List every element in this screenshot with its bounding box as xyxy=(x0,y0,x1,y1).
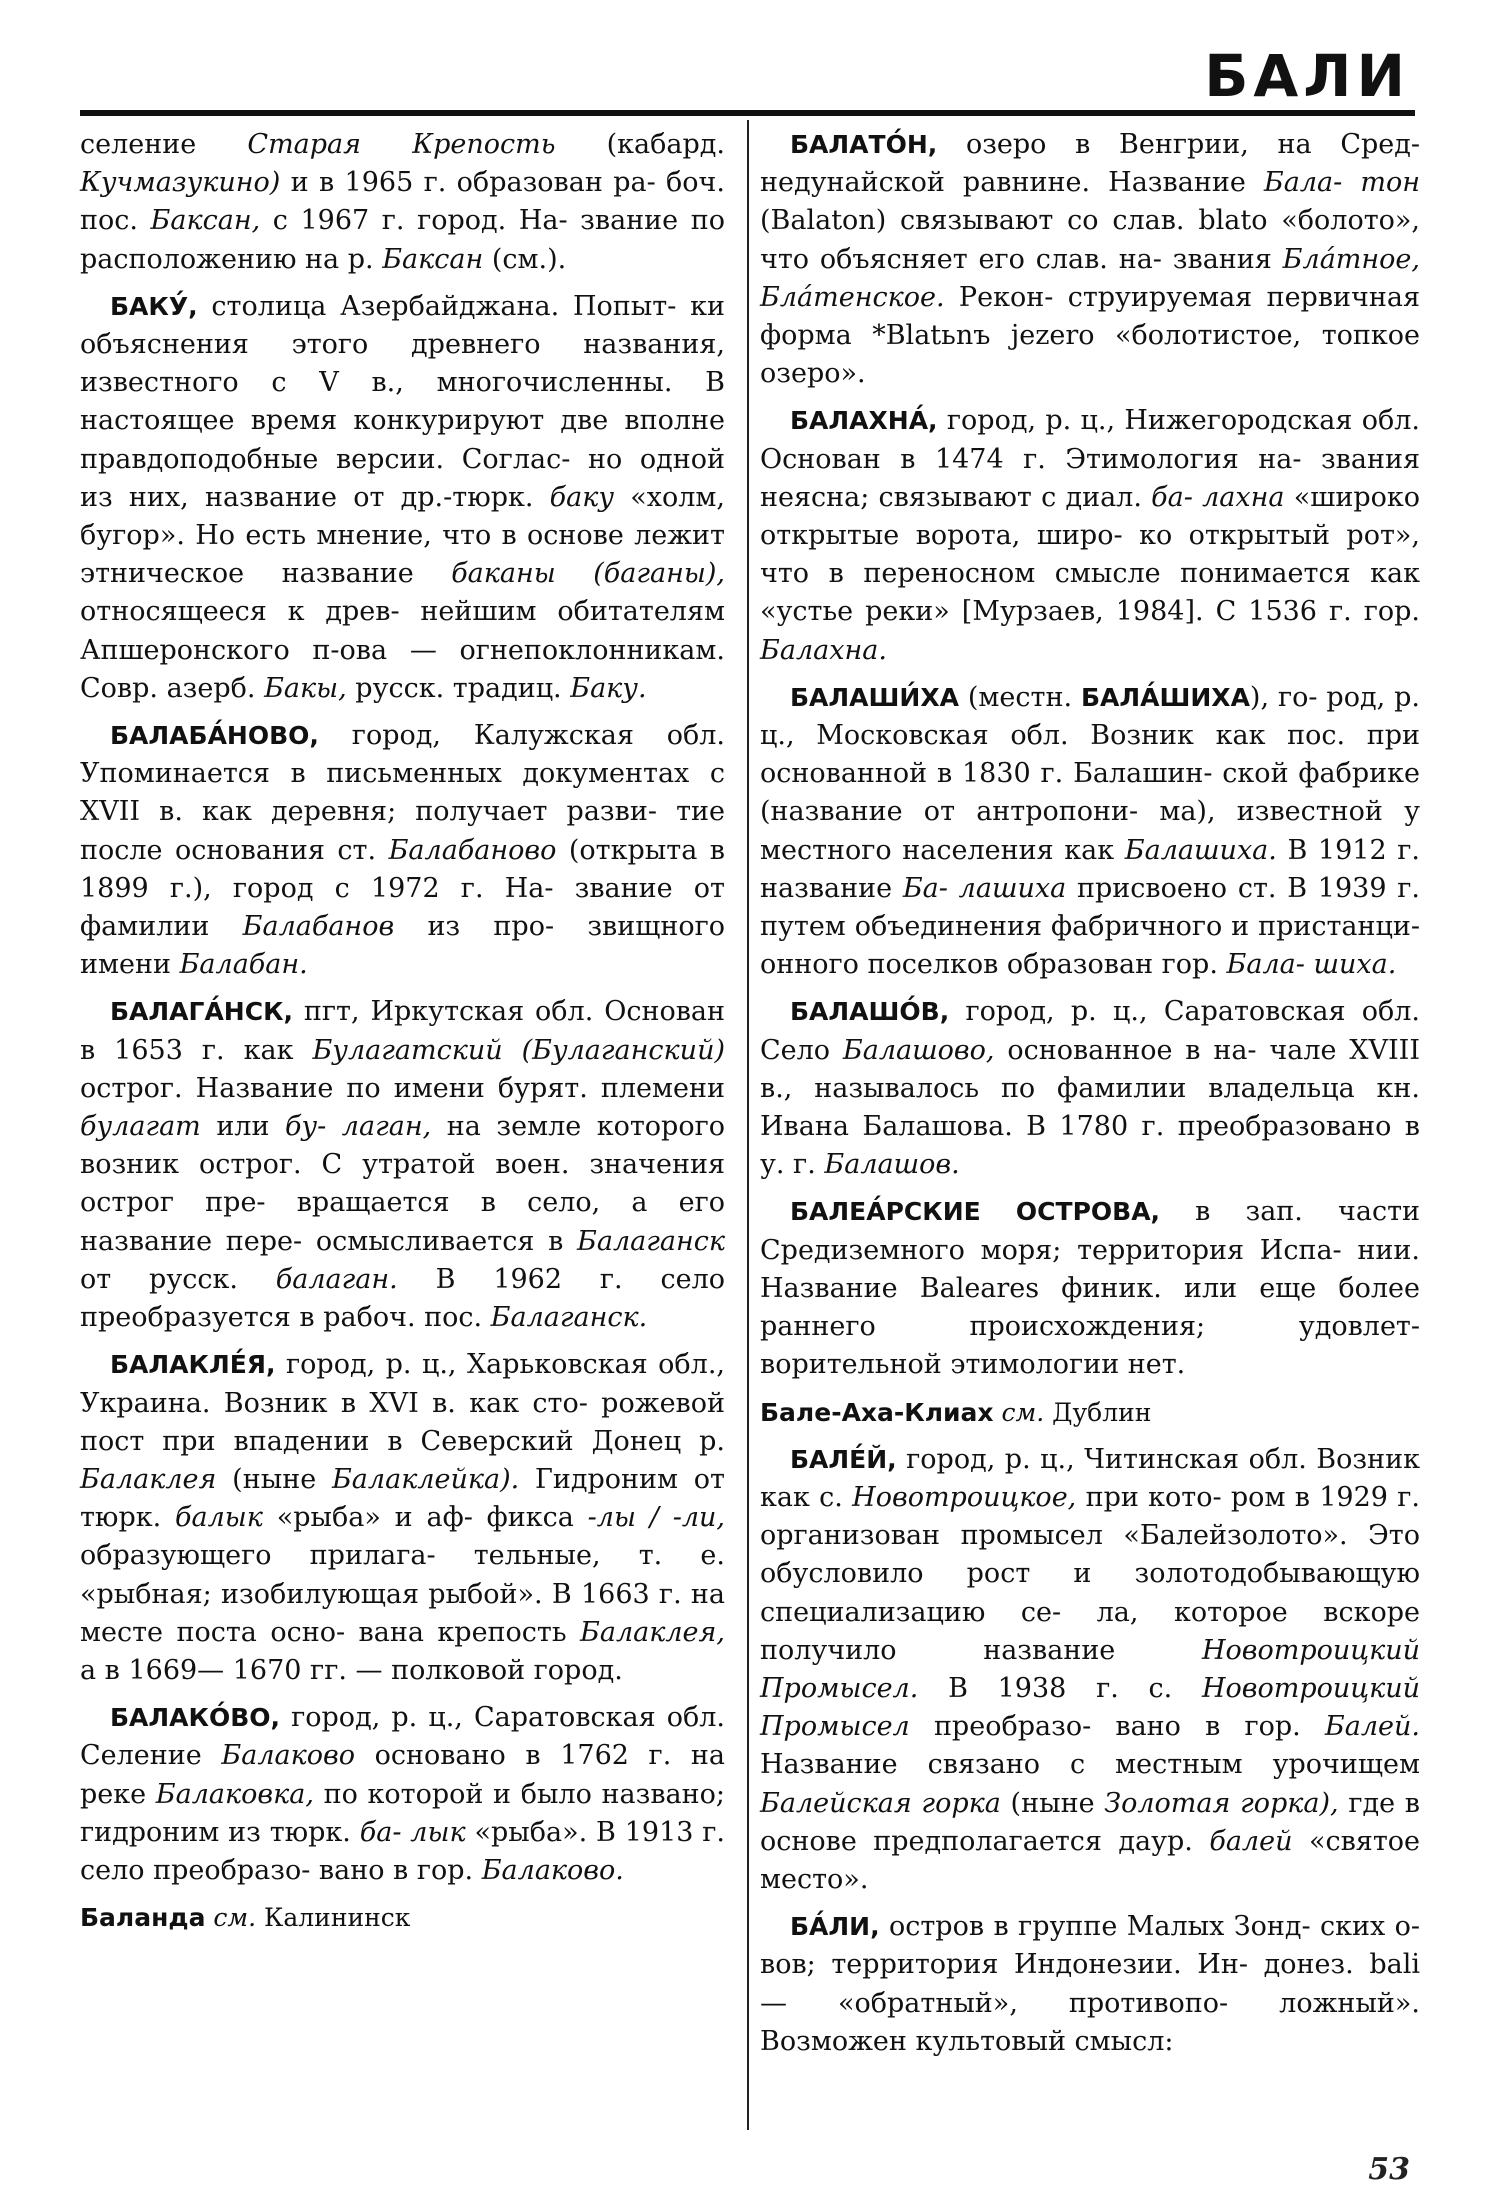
entry-balakleya: БАЛАКЛЕ́Я, город, р. ц., Харьковская обл., Украина. Возник в XVI в. как сто- рожевой пост при впадении в Северский Донец р. Балаклея (ныне Балаклейка). Гидроним от тюрк. балык «рыба» и аф- фикса -лы / -ли, образующего прилага- тельные, т. е. «рыбная; изобилующая рыбой». В 1663 г. на месте поста осно- вана крепость Балаклея, а в 1669— 1670 гг. — полковой город. xyxy=(80,1349,725,1686)
entry-balabanovo: БАЛАБА́НОВО, город, Калужская обл. Упоминается в письменных документах с XVII в. как деревня; получает разви- тие после основания ст. Балабаново (открыта в 1899 г.), город с 1972 г. На- звание от фамилии Балабанов из про- звищного имени Балабан. xyxy=(80,720,725,981)
entry-balakovo: БАЛАКО́ВО, город, р. ц., Саратовская обл. Селение Балаково основано в 1762 г. на реке Балаковка, по которой и было названо; гидроним из тюрк. ба- лык «рыба». В 1913 г. село преобразо- вано в гор. Балаково. xyxy=(80,1702,726,1886)
headword: Бале-Аха-Клиах xyxy=(760,1397,994,1427)
left-column xyxy=(80,126,725,1946)
headword: БАЛАШО́В, xyxy=(790,997,950,1027)
entry-balashov: БАЛАШО́В, город, р. ц., Саратовская обл. Село Балашово, основанное в на- чале XVIII в., называлось по фамилии владельца кн. Ивана Балашова. В 1780 г. преобразовано в у. г. Балашов. xyxy=(760,996,1420,1181)
headword-variant: БАЛА́ШИХА xyxy=(1080,682,1250,712)
entry-baku: БАКУ́, столица Азербайджана. Попыт- ки объяснения этого древнего названия, известного с V в., многочисленны. В настоящее время конкурируют две вполне правдоподобные версии. Соглас- но одной из них, название от др.-тюрк. баку «холм, бугор». Но есть мнение, что в основе лежит этническое название баканы (баганы), относящееся к древ- нейшим обитателям Апшеронского п-ова — огнепоклонникам. Совр. азерб. Бакы, русск. традиц. Баку. xyxy=(80,290,725,704)
entry-bale-akha-kliakh-crossref: Бале-Аха-Клиах см. Дублин xyxy=(760,1397,1152,1427)
right-column xyxy=(760,126,1420,2070)
headword: БАЛАКО́ВО, xyxy=(110,1703,281,1733)
headword: БА́ЛИ, xyxy=(790,1912,880,1942)
headword: БАЛАГА́НСК, xyxy=(110,997,293,1027)
entry-bali: БА́ЛИ, остров в группе Малых Зонд- ских о-вов; территория Индонезии. Ин- донез. bali — «обратный», противопо- ложный». Возможен культовый смысл: xyxy=(760,1911,1420,2057)
headword: БАЛАХНА́, xyxy=(790,406,938,436)
entry-baksan-continued: селение Старая Крепость (кабард. Кучмазукино) и в 1965 г. образован ра- боч. пос. Баксан, с 1967 г. город. На- звание по расположению на р. Баксан (см.). xyxy=(80,129,725,275)
column-divider xyxy=(747,120,749,2130)
entry-balaton: БАЛАТО́Н, озеро в Венгрии, на Сред- недунайской равнине. Название Бала- тон (Balaton) связывают со слав. blato «болото», что объясняет его слав. на- звания Бла́тное, Бла́тенское. Рекон- струируемая первичная форма *Blatьnъ jezero «болотистое, топкое озеро». xyxy=(760,129,1421,390)
page-number: 53 xyxy=(1368,2152,1410,2187)
headword: БАКУ́, xyxy=(110,291,198,321)
headword: БАЛАКЛЕ́Я, xyxy=(110,1350,276,1380)
headword: БАЛАШИ́ХА xyxy=(790,682,959,712)
headword: БАЛАБА́НОВО, xyxy=(110,721,319,751)
headword: БАЛЕ́Й, xyxy=(790,1444,897,1474)
entry-baley: БАЛЕ́Й, город, р. ц., Читинская обл. Возник как с. Новотроицкое, при кото- ром в 1929 г. организован промысел «Балейзолото». Это обусловило рост и золотодобывающую специализацию се- ла, которое вскоре получило название Новотроицкий Промысел. В 1938 г. с. Новотроицкий Промысел преобразо- вано в гор. Балей. Название связано с местным урочищем Балейская горка (ныне Золотая горка), где в основе предполагается даур. балей «святое место». xyxy=(760,1443,1420,1895)
entry-balearic-islands: БАЛЕА́РСКИЕ ОСТРОВА, в зап. части Средиземного моря; территория Испа- нии. Название Baleares финик. или еще более раннего происхождения; удовлет- ворительной этимологии нет. xyxy=(760,1196,1420,1381)
entry-balagansk: БАЛАГА́НСК, пгт, Иркутская обл. Основан в 1653 г. как Булагатский (Булаганский) острог. Название по имени бурят. племени булагат или бу- лаган, на земле которого возник острог. С утратой воен. значения острог пре- вращается в село, а его название пере- осмысливается в Балаганск от русск. балаган. В 1962 г. село преобразуется в рабоч. пос. Балаганск. xyxy=(80,996,725,1334)
headword: Баланда xyxy=(80,1903,206,1933)
entry-balakhna: БАЛАХНА́, город, р. ц., Нижегородская обл. Основан в 1474 г. Этимология на- звания неясна; связывают с диал. ба- лахна «широко открытые ворота, широ- ко открытый рот», что в переносном смысле понимается как «устье реки» [Мурзаев, 1984]. С 1536 г. гор. Балахна. xyxy=(760,405,1420,666)
headword: БАЛАТО́Н, xyxy=(790,130,938,159)
header-rule xyxy=(80,110,1415,116)
entry-balashikha: БАЛАШИ́ХА (местн. БАЛА́ШИХА), го- род, р. ц., Московская обл. Возник как пос. при основанной в 1830 г. Балашин- ской фабрике (название от антропони- ма), известной у местного населения как Балашиха. В 1912 г. название Ба- лашиха присвоено ст. В 1939 г. путем объединения фабричного и пристанци- онного поселков образован гор. Бала- шиха. xyxy=(760,681,1420,981)
running-head: БАЛИ xyxy=(1204,42,1410,110)
headword: БАЛЕА́РСКИЕ ОСТРОВА, xyxy=(790,1197,1161,1227)
entry-balanda-crossref: Баланда см. Калининск xyxy=(80,1903,411,1933)
